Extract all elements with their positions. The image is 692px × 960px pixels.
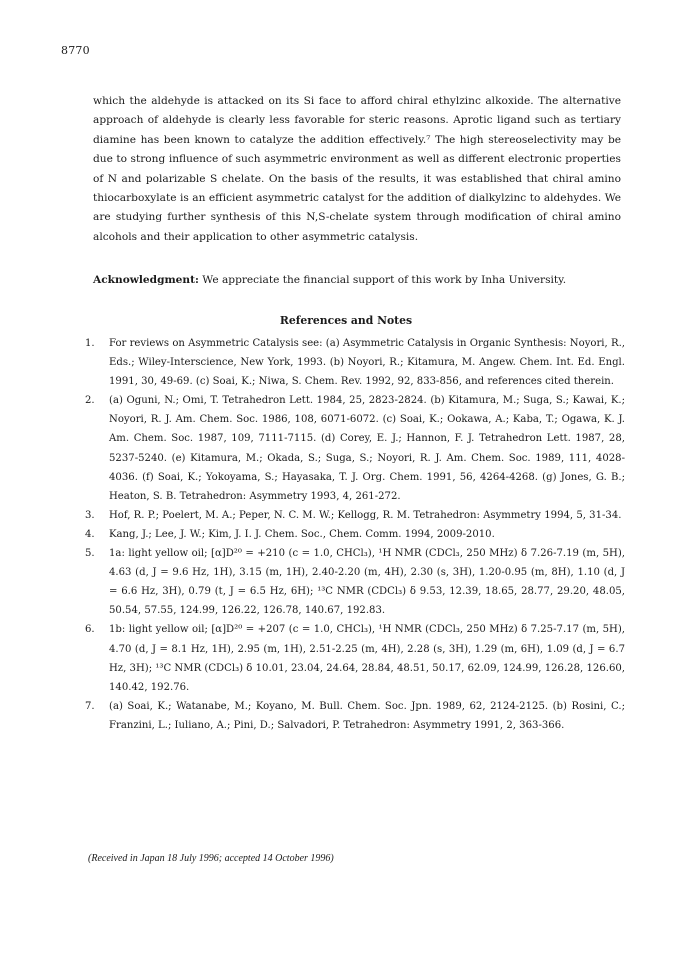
acknowledgment-label: Acknowledgment:: [93, 274, 199, 286]
reference-text: 1b: light yellow oil; [α]D²⁰ = +207 (c = 1.0, CHCl₃), ¹H NMR (CDCl₃, 250 MHz) δ 7.25-7.17 (m, 5H), 4.70 (d, J = 8.1 Hz, 1H), 2.95 (m, 1H), 2.51-2.25 (m, 4H), 2.28 (s, 3H), 1.29 (m, 6H), 1.09 (d, J = 6.7 Hz, 3H); ¹³C NMR (CDCl₃) δ 10.01, 23.04, 24.64, 28.84, 48.51, 50.17, 62.09, 124.99, 126.28, 126.60, 140.42, 192.76.: [109, 624, 625, 693]
reference-number: 2.: [85, 395, 95, 407]
reference-item: [85, 506, 625, 525]
page-number: 8770: [61, 44, 90, 57]
reference-text: Kang, J.; Lee, J. W.; Kim, J. I. J. Chem. Soc., Chem. Comm. 1994, 2009-2010.: [109, 528, 495, 540]
reference-number: 6.: [85, 624, 95, 636]
reference-item: [85, 391, 625, 506]
reference-text: Hof, R. P.; Poelert, M. A.; Peper, N. C. M. W.; Kellogg, R. M. Tetrahedron: Asymmetry 1994, 5, 31-34.: [109, 509, 622, 521]
reference-text: For reviews on Asymmetric Catalysis see: (a) Asymmetric Catalysis in Organic Synthesis: Noyori, R., Eds.; Wiley-Interscience, New York, 1993. (b) Noyori, R.; Kitamura, M. Angew. Chem. Int. Ed. Engl. 1991, 30, 49-69. (c) Soai, K.; Niwa, S. Chem. Rev. 1992, 92, 833-856, and references cited therein.: [109, 338, 625, 388]
reference-item: [85, 544, 625, 620]
acknowledgment: [93, 271, 621, 290]
reference-text: (a) Soai, K.; Watanabe, M.; Koyano, M. Bull. Chem. Soc. Jpn. 1989, 62, 2124-2125. (b) Rosini, C.; Franzini, L.; Iuliano, A.; Pini, D.; Salvadori, P. Tetrahedron: Asymmetry 1991, 2, 363-366.: [109, 700, 625, 731]
references-heading: References and Notes: [279, 314, 413, 327]
reference-number: 5.: [85, 548, 95, 560]
received-note: [88, 853, 334, 864]
reference-item: [85, 525, 625, 544]
reference-number: 1.: [85, 338, 95, 349]
reference-item: [85, 697, 625, 735]
received-note-text: (Received in Japan 18 July 1996; accepted 14 October 1996): [88, 853, 334, 864]
reference-item: [85, 334, 625, 391]
reference-number: 3.: [85, 509, 95, 521]
reference-number: 7.: [85, 700, 95, 712]
reference-text: 1a: light yellow oil; [α]D²⁰ = +210 (c = 1.0, CHCl₃), ¹H NMR (CDCl₃, 250 MHz) δ 7.26-7.19 (m, 5H), 4.63 (d, J = 9.6 Hz, 1H), 3.15 (m, 1H), 2.40-2.20 (m, 4H), 2.30 (s, 3H), 1.20-0.95 (m, 8H), 1.10 (d, J = 6.6 Hz, 3H), 0.79 (t, J = 6.5 Hz, 6H); ¹³C NMR (CDCl₃) δ 9.53, 12.39, 18.65, 28.77, 29.20, 48.05, 50.54, 57.55, 124.99, 126.22, 126.78, 140.67, 192.83.: [109, 548, 625, 617]
reference-item: [85, 620, 625, 696]
acknowledgment-text: We appreciate the financial support of this work by Inha University.: [198, 274, 567, 286]
body-paragraph: which the aldehyde is attacked on its Si face to afford chiral ethylzinc alkoxide. The alternative approach of aldehyde is clearly less favorable for steric reasons. Aprotic ligand such as tertiary diamine has been known to catalyze the addition effectively.⁷ The high stereoselectivity may be due to strong influence of such asymmetric environment as well as different electronic properties of N and polarizable S chelate. On the basis of the results, it was established that chiral amino thiocarboxylate is an efficient asymmetric catalyst for the addition of dialkylzinc to aldehydes. We are studying further synthesis of this N,S-chelate system through modification of chiral amino alcohols and their application to other asymmetric catalysis.: [93, 95, 621, 243]
references-list: [85, 334, 625, 735]
reference-text: (a) Oguni, N.; Omi, T. Tetrahedron Lett. 1984, 25, 2823-2824. (b) Kitamura, M.; Suga, S.; Kawai, K.; Noyori, R. J. Am. Chem. Soc. 1986, 108, 6071-6072. (c) Soai, K.; Ookawa, A.; Kaba, T.; Ogawa, K. J. Am. Chem. Soc. 1987, 109, 7111-7115. (d) Corey, E. J.; Hannon, F. J. Tetrahedron Lett. 1987, 28, 5237-5240. (e) Kitamura, M.; Okada, S.; Suga, S.; Noyori, R. J. Am. Chem. Soc. 1989, 111, 4028-4036. (f) Soai, K.; Yokoyama, S.; Hayasaka, T. J. Org. Chem. 1991, 56, 4264-4268. (g) Jones, G. B.; Heaton, S. B. Tetrahedron: Asymmetry 1993, 4, 261-272.: [109, 395, 625, 502]
reference-number: 4.: [85, 528, 95, 540]
